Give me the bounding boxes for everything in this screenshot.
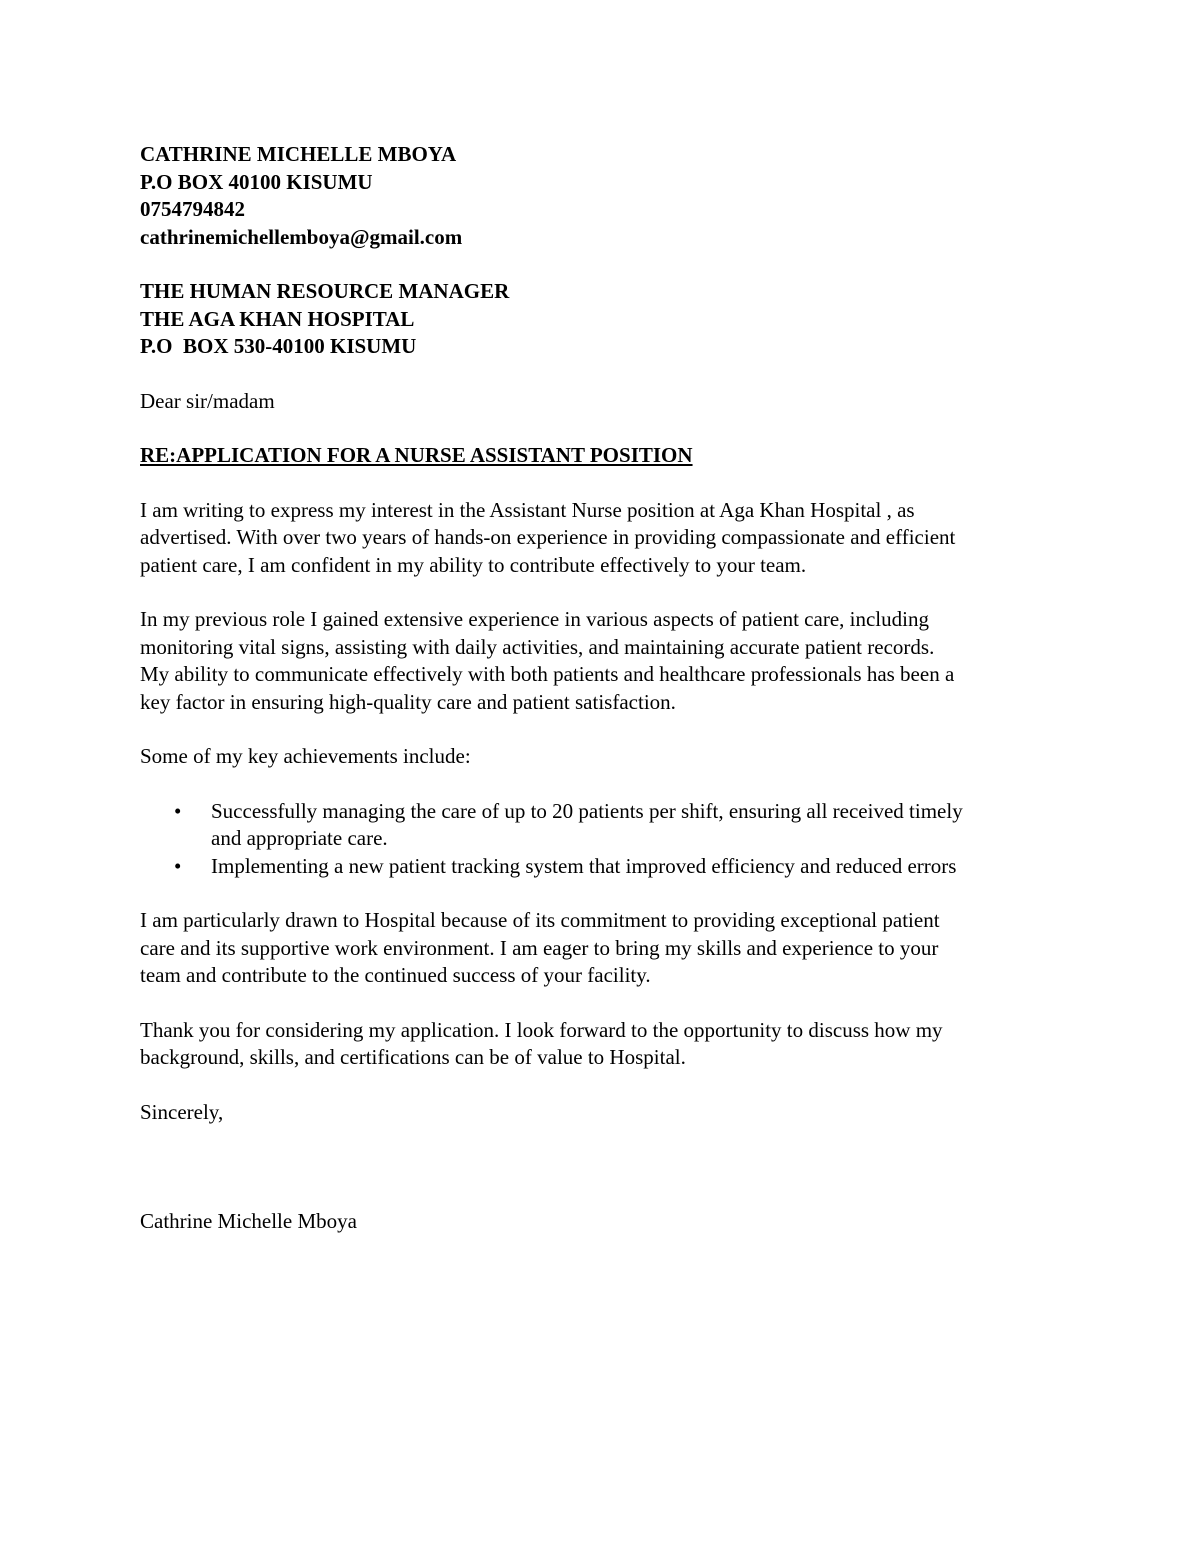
cover-letter bbox=[140, 141, 1070, 1236]
achievements-intro: Some of my key achievements include: bbox=[140, 744, 471, 768]
paragraph-motivation bbox=[140, 907, 1070, 990]
sender-email: cathrinemichellemboya@gmail.com bbox=[140, 224, 463, 249]
bullet-icon: • bbox=[174, 798, 182, 823]
list-item bbox=[174, 798, 1070, 853]
list-item-line: Successfully managing the care of up to 20 patients per shift, ensuring all received timely bbox=[211, 798, 963, 823]
sender-block bbox=[140, 141, 1070, 251]
paragraph-line: key factor in ensuring high-quality care and patient satisfaction. bbox=[140, 689, 676, 714]
paragraph-line: background, skills, and certifications can be of value to Hospital. bbox=[140, 1045, 686, 1069]
paragraph-line: I am writing to express my interest in the Assistant Nurse position at Aga Khan Hospital , as bbox=[140, 497, 915, 522]
paragraph-thanks bbox=[140, 1017, 1070, 1072]
paragraph-line: Thank you for considering my application. I look forward to the opportunity to discuss how my bbox=[140, 1017, 943, 1042]
paragraph-line: team and contribute to the continued success of your facility. bbox=[140, 963, 651, 987]
recipient-organization: THE AGA KHAN HOSPITAL bbox=[140, 306, 415, 331]
bullet-icon: • bbox=[174, 853, 182, 878]
paragraph-line: care and its supportive work environment. I am eager to bring my skills and experience to your bbox=[140, 935, 939, 960]
list-item-line: and appropriate care. bbox=[211, 826, 388, 850]
sender-phone: 0754794842 bbox=[140, 197, 245, 221]
sender-address: P.O BOX 40100 KISUMU bbox=[140, 169, 373, 194]
paragraph-line: I am particularly drawn to Hospital because of its commitment to providing exceptional patient bbox=[140, 908, 940, 932]
list-item-line: Implementing a new patient tracking system that improved efficiency and reduced errors bbox=[211, 853, 957, 878]
closing: Sincerely, bbox=[140, 1099, 224, 1124]
paragraph-line: My ability to communicate effectively with both patients and healthcare professionals has been a bbox=[140, 662, 955, 686]
paragraph-line: advertised. With over two years of hands-on experience in providing compassionate and efficient bbox=[140, 525, 956, 549]
paragraph-interest bbox=[140, 497, 1070, 580]
salutation: Dear sir/madam bbox=[140, 388, 275, 413]
sender-name: CATHRINE MICHELLE MBOYA bbox=[140, 142, 457, 166]
paragraph-line: monitoring vital signs, assisting with daily activities, and maintaining accurate patient records. bbox=[140, 634, 935, 659]
recipient-title: THE HUMAN RESOURCE MANAGER bbox=[140, 279, 510, 303]
subject-line: RE:APPLICATION FOR A NURSE ASSISTANT POSITION bbox=[140, 443, 693, 467]
signature-name: Cathrine Michelle Mboya bbox=[140, 1209, 357, 1233]
paragraph-experience bbox=[140, 606, 1070, 716]
paragraph-line: patient care, I am confident in my ability to contribute effectively to your team. bbox=[140, 552, 807, 577]
achievements-list bbox=[140, 798, 1070, 881]
recipient-address: P.O BOX 530-40100 KISUMU bbox=[140, 334, 417, 358]
recipient-block bbox=[140, 278, 1070, 361]
list-item bbox=[174, 853, 1070, 881]
paragraph-line: In my previous role I gained extensive experience in various aspects of patient care, including bbox=[140, 607, 929, 631]
